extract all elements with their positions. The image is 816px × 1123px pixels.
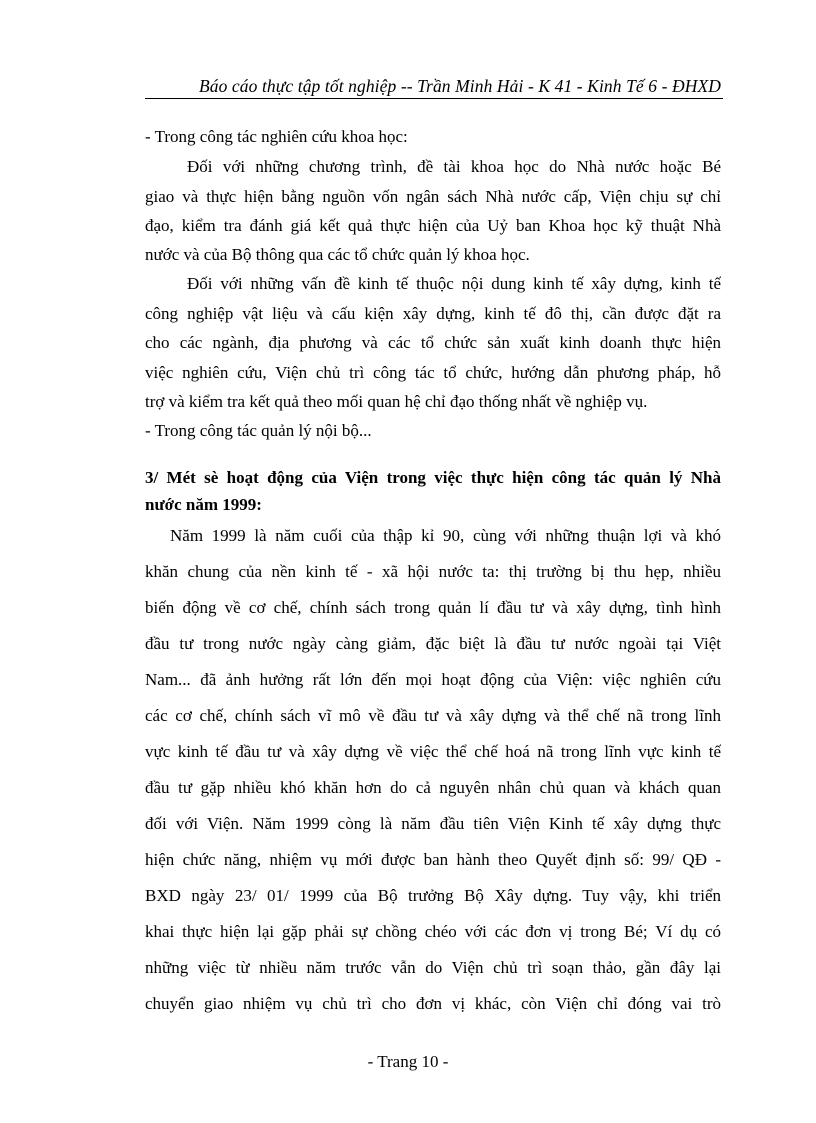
header-title: Báo cáo thực tập tốt nghiệp -- Trần Minh Hải - K 41 - Kinh Tế 6 - ĐHXD [198, 76, 721, 96]
paragraph-line: các cơ chế, chính sách vĩ mô về đầu tư và xây dựng và thể chế nã trong lĩnh [145, 706, 721, 725]
paragraph-line: việc nghiên cứu, Viện chủ trì công tác tổ chức, hướng dẫn phương pháp, hỗ [145, 363, 721, 382]
paragraph-line: Năm 1999 là năm cuối của thập kỉ 90, cùng với những thuận lợi và khó [170, 526, 721, 545]
bullet-research: - Trong công tác nghiên cứu khoa học: [145, 127, 408, 146]
paragraph-line: trợ và kiểm tra kết quả theo mối quan hệ chỉ đạo thống nhất về nghiệp vụ. [145, 392, 648, 411]
paragraph-line: hiện chức năng, nhiệm vụ mới được ban hành theo Quyết định số: 99/ QĐ - [145, 850, 721, 869]
paragraph-line: Nam... đã ảnh hưởng rất lớn đến mọi hoạt động của Viện: việc nghiên cứu [145, 670, 721, 689]
paragraph-line: những việc từ nhiều năm trước vẫn do Viện chủ trì soạn thảo, gần đây lại [145, 958, 721, 977]
paragraph-line: khăn chung của nền kinh tế - xã hội nước ta: thị trường bị thu hẹp, nhiều [145, 562, 721, 581]
paragraph-line: Đối với những vấn đề kinh tế thuộc nội dung kinh tế xây dựng, kinh tế [187, 274, 721, 293]
section-heading-cont: nước năm 1999: [145, 495, 262, 514]
section-heading: 3/ Mét sè hoạt động của Viện trong việc thực hiện công tác quản lý Nhà [145, 468, 721, 487]
paragraph-line: Đối với những chương trình, đề tài khoa học do Nhà nước hoặc Bé [187, 157, 721, 176]
paragraph-line: BXD ngày 23/ 01/ 1999 của Bộ trưởng Bộ Xây dựng. Tuy vậy, khi triển [145, 886, 721, 905]
paragraph-line: chuyển giao nhiệm vụ chủ trì cho đơn vị khác, còn Viện chỉ đóng vai trò [145, 994, 721, 1013]
bullet-internal-management: - Trong công tác quản lý nội bộ... [145, 421, 372, 440]
paragraph-line: giao và thực hiện bằng nguồn vốn ngân sách Nhà nước cấp, Viện chịu sự chỉ [145, 187, 721, 206]
paragraph-line: đối với Viện. Năm 1999 còng là năm đầu tiên Viện Kinh tế xây dựng thực [145, 814, 721, 833]
paragraph-line: đầu tư trong nước ngày càng giảm, đặc biệt là đầu tư nước ngoài tại Việt [145, 634, 721, 653]
paragraph-line: cho các ngành, địa phương và các tổ chức sản xuất kinh doanh thực hiện [145, 333, 721, 352]
paragraph-line: đạo, kiểm tra đánh giá kết quả thực hiện của Uỷ ban Khoa học kỹ thuật Nhà [145, 216, 721, 235]
paragraph-line: nước và của Bộ thông qua các tổ chức quản lý khoa học. [145, 245, 530, 264]
paragraph-line: khai thực hiện lại gặp phải sự chồng chéo với các đơn vị trong Bé; Ví dụ có [145, 922, 721, 941]
paragraph-line: vực kinh tế đầu tư và xây dựng về việc thể chế hoá nã trong lĩnh vực kinh tế [145, 742, 721, 761]
page-header [145, 76, 723, 99]
paragraph-line: công nghiệp vật liệu và cấu kiện xây dựng, kinh tế đô thị, cần được đặt ra [145, 304, 721, 323]
page-number: - Trang 10 - [367, 1052, 449, 1071]
paragraph-line: biến động về cơ chế, chính sách trong quản lí đầu tư và xây dựng, tình hình [145, 598, 721, 617]
paragraph-line: đầu tư gặp nhiều khó khăn hơn do cả nguyên nhân chủ quan và khách quan [145, 778, 721, 797]
